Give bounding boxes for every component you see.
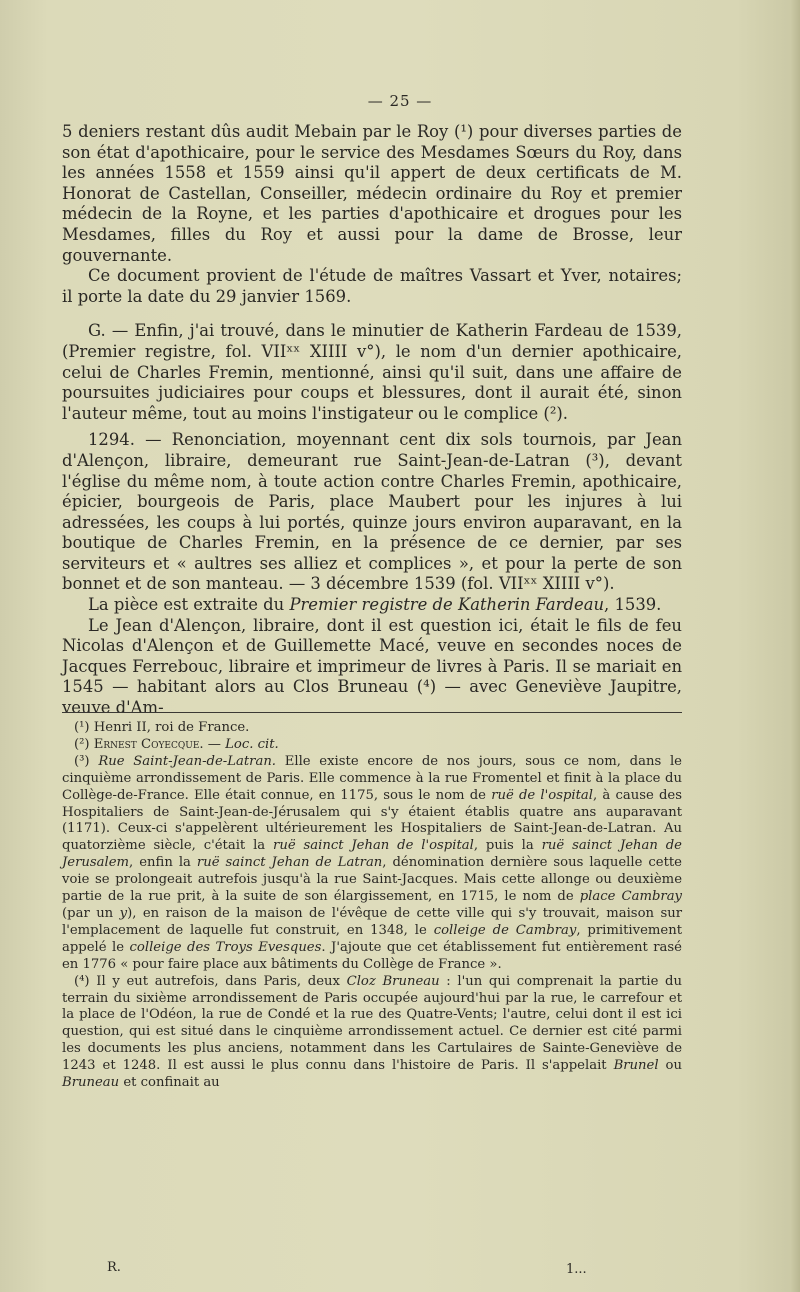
footnote-3-italic: place Cambray bbox=[579, 889, 683, 905]
footnote-4-italic: Bruneau bbox=[62, 1075, 120, 1091]
binding-edge bbox=[790, 0, 800, 1292]
footnote-3-italic: colleige de Cambray bbox=[433, 922, 577, 938]
footnote-1: (¹) Henri II, roi de France. bbox=[74, 720, 250, 735]
footnote-3-text: . J'ajoute que cet établissement fut entièrement rasé en 1776 « pour faire place aux bâtiments du Collège de France ». bbox=[62, 939, 682, 972]
signature-mark: R. bbox=[107, 1260, 121, 1275]
paragraph-continuation: 5 deniers restant dûs audit Mebain par le Roy (¹) pour diverses parties de son état d'apothicaire, pour le service des Mesdames Sœurs du Roy, dans les années 1558 et 1559 ainsi qu'il appert de deux certificats de M. Honorat de Castellan, Conseiller, médecin ordinaire du Roy et premier médecin de la Royne, et les parties d'apothicaire et drogues pour les Mesdames, filles du Roy et aussi pour la dame de Brosse, leur gouvernante. bbox=[62, 122, 682, 265]
footnote-3-text: , dénomination dernière sous laquelle cette voie se prolongeait autrefois jusqu'à la rue Saint-Jacques. Mais cette allonge ou deuxième partie de la rue prit, à la suite de son élargissement, en 1715, le nom de bbox=[62, 855, 682, 905]
footnote-separator bbox=[62, 712, 682, 713]
footnote-2 bbox=[62, 737, 682, 754]
footnote-3-mark: (³) bbox=[74, 753, 99, 769]
footnote-3-text: , puis la bbox=[473, 838, 542, 854]
paragraph-record-1294: 1294. — Renonciation, moyennant cent dix sols tournois, par Jean d'Alençon, libraire, demeurant rue Saint-Jean-de-Latran (³), devant l'église du même nom, à toute action contre Charles Fremin, apothicaire, épicier, bourgeois de Paris, place Maubert pour les injures à lui adressées, les coups à lui portés, quinze jours environ auparavant, en la boutique de Charles Fremin, en la présence de ce dernier, par ses serviteurs et « aultres ses alliez et complices », et pour la perte de son bonnet et de son manteau. — 3 décembre 1539 (fol. VIIˣˣ XIIII v°). bbox=[62, 430, 682, 594]
main-text bbox=[62, 122, 682, 719]
footnote-3-text: (par un bbox=[62, 905, 120, 921]
footnote-4-text: : l'un qui comprenait la partie du terrain du sixième arrondissement de Paris occupée aujourd'hui par la rue, le carrefour et la place de l'Odéon, la rue de Condé et la rue des Quatre-Vents; l'autre, celui dont il est ici question, qui est situé dans le cinquième arrondissement actuel. Ce dernier est cité parmi les documents les plus anciens, notamment dans les Cartulaires de Sainte-Geneviève de 1243 et 1248. Il est aussi le plus connu dans l'histoire de Paris. Il s'appelait bbox=[62, 973, 682, 1074]
footnote-3-italic: colleige des Troys Evesques bbox=[129, 939, 322, 955]
footnote-3 bbox=[62, 754, 682, 974]
footnote-3-italic: ruë sainct Jehan de Latran bbox=[196, 855, 383, 871]
footnote-3-title: Rue Saint-Jean-de-Latran. bbox=[98, 753, 276, 769]
footnote-4-italic: Cloz Bruneau bbox=[346, 973, 440, 989]
source-note-end: , 1539. bbox=[604, 595, 662, 615]
footnote-4-italic: Brunel bbox=[613, 1058, 659, 1074]
footnote-2-author: Ernest Coyecque. bbox=[93, 736, 204, 752]
footnote-3-text: Elle existe encore de nos jours, sous ce nom, dans le cinquième arrondissement de Paris. Elle commence à la rue Fromentel et finit à la place du Collège-de-France. Elle était connue, en 1175, sous le nom de bbox=[62, 753, 682, 803]
footnote-4-text: (⁴) Il y eut autrefois, dans Paris, deux bbox=[74, 973, 347, 989]
source-register-title: Premier registre de Katherin Fardeau bbox=[289, 595, 605, 615]
source-note-start: La pièce est extraite du bbox=[88, 595, 290, 615]
footnote-3-text: , primitivement appelé le bbox=[62, 922, 682, 955]
catchword: 1... bbox=[566, 1262, 587, 1277]
footnote-2-ref: — Loc. cit. bbox=[203, 736, 279, 752]
footnote-3-text: ), en raison de la maison de l'évêque de cette ville qui s'y trouvait, maison sur l'emplacement de laquelle fut construit, en 1348, le bbox=[62, 905, 683, 938]
paragraph-document-source: Ce document provient de l'étude de maîtres Vassart et Yver, notaires; il porte la date du 29 janvier 1569. bbox=[62, 266, 682, 306]
page-number: — 25 — bbox=[367, 92, 433, 110]
footnote-3-italic: y bbox=[119, 905, 128, 921]
footnote-4 bbox=[62, 974, 682, 1092]
footnote-3-text: , à cause des Hospitaliers de Saint-Jean-de-Jérusalem qui s'y étaient établis quatre ans auparavant (1171). Ceux-ci s'appelèrent ultérieurement les Hospitaliers de Saint-Jean-de-Latran. Au quatorzième siècle, c'était la bbox=[62, 787, 682, 854]
footnote-3-italic: ruë sainct Jehan de Jerusalem bbox=[62, 838, 682, 871]
footnote-3-text: , enfin la bbox=[129, 855, 197, 871]
footnote-4-text: et confinait au bbox=[119, 1075, 220, 1091]
footnote-3-italic: ruë de l'ospital bbox=[491, 787, 594, 803]
footnotes bbox=[62, 720, 682, 1092]
footnote-4-text: ou bbox=[658, 1058, 682, 1074]
footnote-2-mark: (²) bbox=[74, 736, 94, 752]
footnote-3-italic: ruë sainct Jehan de l'ospital bbox=[273, 838, 474, 854]
paragraph-jean-dalencon: Le Jean d'Alençon, libraire, dont il est question ici, était le fils de feu Nicolas d'Alençon et de Guillemette Macé, veuve en secondes noces de Jacques Ferrebouc, libraire et imprimeur de livres à Paris. Il se mariait en 1545 — habitant alors au Clos Bruneau (⁴) — avec Geneviève Jaupitre, veuve d'Am- bbox=[62, 615, 682, 718]
paragraph-section-g: G. — Enfin, j'ai trouvé, dans le minutier de Katherin Fardeau de 1539, (Premier registre, fol. VIIˣˣ XIIII v°), le nom d'un dernier apothicaire, celui de Charles Fremin, mentionné, ainsi qu'il suit, dans une affaire de poursuites judiciaires pour coups et blessures, dont il aurait été, sinon l'auteur même, tout au moins l'instigateur ou le complice (²). bbox=[62, 321, 682, 423]
paragraph-source-note bbox=[62, 595, 682, 616]
